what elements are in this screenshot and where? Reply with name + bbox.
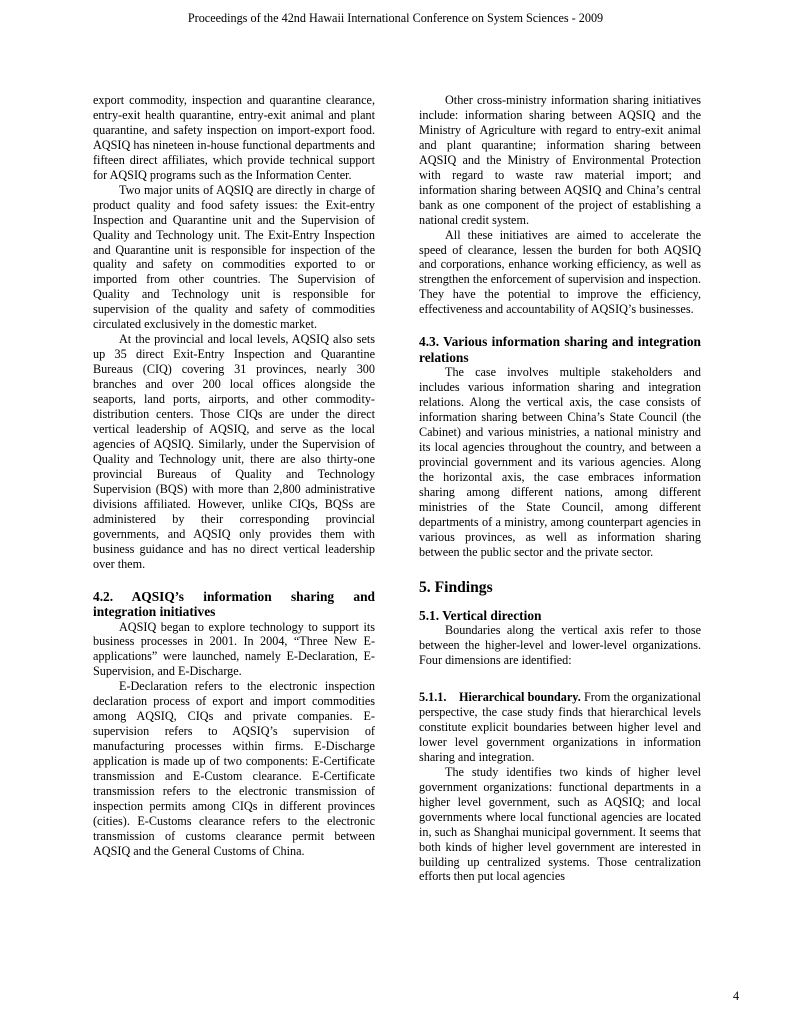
page-number: 4 — [733, 989, 740, 1003]
section-heading-5-1: 5.1. Vertical direction — [419, 607, 542, 623]
paragraph-5-1-1 — [419, 690, 701, 765]
left-column — [93, 93, 375, 859]
paragraph: export commodity, inspection and quarantine clearance, entry-exit health quarantine, entry-exit animal and plant quarantine, and safety inspection on import-export food. AQSIQ has nineteen in-house functional departments and fifteen direct affiliates, which provide technical support for AQSIQ programs such as the Information Center. — [93, 93, 375, 182]
paragraph-text: From the organizational perspective, the case study finds that hierarchical levels constitute explicit boundaries between higher level and lower level government organizations in information sharing and integration. — [419, 690, 702, 764]
section-number-5-1-1: 5.1.1. — [419, 690, 447, 705]
paragraph: AQSIQ began to explore technology to support its business processes in 2001. In 2004, “Three New E-applications” were launched, namely E-Declaration, E-Supervision, and E-Discharge. — [93, 619, 375, 679]
paragraph: The case involves multiple stakeholders and includes various information sharing and integration relations. Along the vertical axis, the case consists of information sharing between China’s State Council (the Cabinet) and various ministries, a national ministry and its local agencies throughout the country, and between a provincial government and its various agencies. Along the horizontal axis, the case embraces information sharing among different nations, among different ministries of the State Council, among different departments of a ministry, among counterpart agencies in various provinces, as well as information sharing between the public sector and the private sector. — [419, 365, 701, 559]
paragraph: Boundaries along the vertical axis refer to those between the higher-level and lower-level organizations. Four dimensions are identified: — [419, 623, 701, 668]
right-column — [419, 93, 701, 884]
running-header: Proceedings of the 42nd Hawaii International Conference on System Sciences - 2009 — [187, 11, 604, 25]
paragraph: All these initiatives are aimed to accelerate the speed of clearance, lessen the burden for both AQSIQ and corporations, enhance working efficiency, as well as strengthen the enforcement of supervision and inspection. They have the potential to improve the efficiency, effectiveness and accountability of AQSIQ’s businesses. — [419, 227, 701, 317]
section-heading-5: 5. Findings — [419, 578, 493, 596]
section-heading-5-1-1: Hierarchical boundary. — [459, 690, 581, 705]
paragraph: At the provincial and local levels, AQSIQ also sets up 35 direct Exit-Entry Inspection and Quarantine Bureaus (CIQ) covering 31 provinces, nearly 300 branches and over 200 local offices alongside the seaports, land ports, airports, and other commodity-distribution centers. Those CIQs are under the direct vertical leadership of AQSIQ, and serve as the local agencies of AQSIQ. Similarly, under the Supervision of Quality and Technology unit, there are also thirty-one provincial Bureaus of Quality and Technology Supervision (BQS) with more than 2,800 administrative divisions affiliated. However, unlike CIQs, BQSs are administered by their corresponding provincial governments, and AQSIQ only provides them with business guidance and has no direct vertical leadership over them. — [93, 332, 375, 571]
section-heading-4-2: 4.2. AQSIQ’s information sharing and integration initiatives — [93, 588, 375, 619]
section-heading-4-3: 4.3. Various information sharing and integration relations — [419, 334, 701, 365]
paragraph: Other cross-ministry information sharing initiatives include: information sharing between AQSIQ and the Ministry of Agriculture with regard to entry-exit animal and plant quarantine; information sharing between AQSIQ and the Ministry of Environmental Protection with regard to waste raw material import; and information sharing between AQSIQ and China’s central bank as one component of the project of establishing a national credit system. — [419, 93, 701, 227]
paragraph: E-Declaration refers to the electronic inspection declaration process of export and import commodities among AQSIQ, CIQs and private companies. E-supervision refers to AQSIQ’s supervision of manufacturing processes within firms. E-Discharge application is made up of two components: E-Certificate transmission and E-Custom clearance. E-Certificate transmission refers to the electronic transmission of inspection permits among CIQs in different provinces (cities). E-Customs clearance refers to the electronic transmission of customs clearance permit between AQSIQ and the General Customs of China. — [93, 679, 375, 858]
paragraph: The study identifies two kinds of higher level government organizations: functional departments in a higher level government, such as AQSIQ; and local governments where local functional agencies are located in, such as Shanghai municipal government. It seems that both kinds of higher level government are interested in building up centralized systems. Those centralization efforts then put local agencies — [419, 764, 701, 884]
paragraph: Two major units of AQSIQ are directly in charge of product quality and food safety issues: the Exit-entry Inspection and Quarantine unit and the Supervision of Quality and Technology unit. The Exit-Entry Inspection and Quarantine unit is responsible for inspection of the quality and safety on commodities exported to or imported from other countries. The Supervision of Quality and Technology unit is responsible for supervision of the quality and safety of commodities circulated exclusively in the domestic market. — [93, 182, 375, 332]
